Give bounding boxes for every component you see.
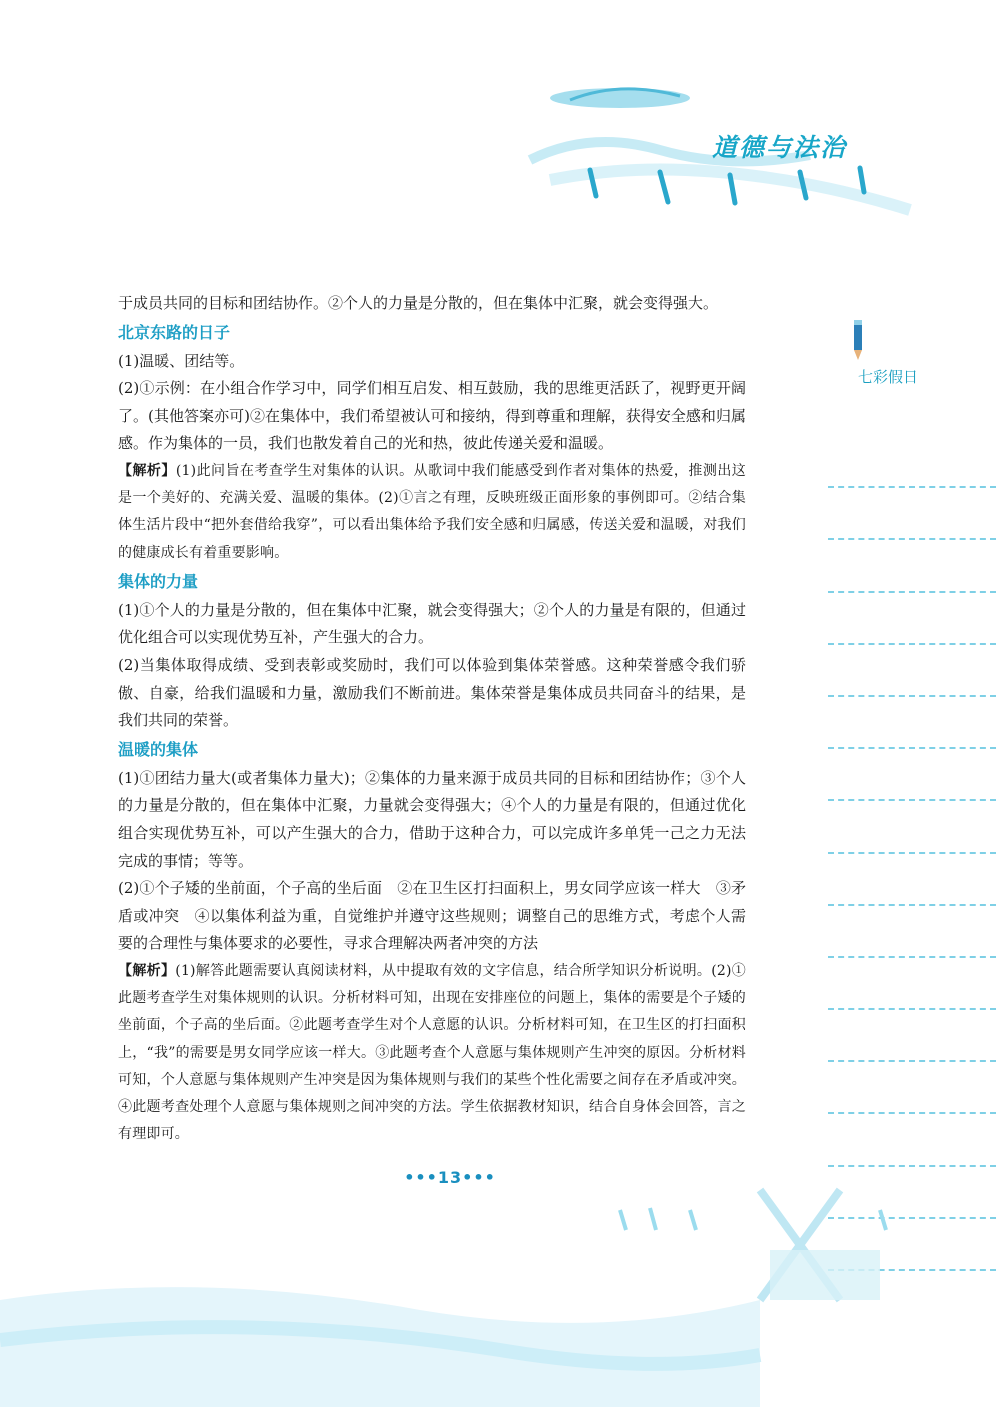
note-lines [828, 436, 996, 1271]
analysis-text: (1)此问旨在考查学生对集体的认识。从歌词中我们能感受到作者对集体的热爱，推测出这是一个美好的、充满关爱、温暖的集体。(2)①言之有理，反映班级正面形象的事例即可。②结合集体生活片段中“把外套借给我穿”，可以看出集体给予我们安全感和归属感，传送关爱和温暖，对我们的健康成长有着重要影响。 [118, 462, 746, 561]
note-line [828, 436, 996, 488]
note-line [828, 906, 996, 958]
answer-paragraph: (2)当集体取得成绩、受到表彰或奖励时，我们可以体验到集体荣誉感。这种荣誉感令我们骄傲、自豪，给我们温暖和力量，激励我们不断前进。集体荣誉是集体成员共同奋斗的结果，是我们共同的荣誉。 [118, 655, 746, 730]
note-line [828, 958, 996, 1010]
note-line [828, 1010, 996, 1062]
section-title: 集体的力量 [118, 571, 199, 591]
answer-paragraph: (1)①团结力量大(或者集体力量大)；②集体的力量来源于成员共同的目标和团结协作；③个人的力量是分散的，但在集体中汇聚，力量就会变得强大；④个人的力量是有限的，但通过优化组合实现优势互补，可以产生强大的合力，借助于这种合力，可以完成许多单凭一己之力无法完成的事情；等等。 [118, 768, 746, 870]
answer-paragraph: (2)①个子矮的坐前面，个子高的坐后面 ②在卫生区打扫面积上，男女同学应该一样大 ③矛盾或冲突 ④以集体利益为重，自觉维护并遵守这些规则；调整自己的思维方式，考虑个人需要的合理性与集体要求的必要性，寻求合理解决两者冲突的方法 [118, 879, 746, 953]
note-line [828, 1062, 996, 1114]
analysis-text: (1)解答此题需要认真阅读材料，从中提取有效的文字信息，结合所学知识分析说明。(2)①此题考查学生对集体规则的认识。分析材料可知，出现在安排座位的问题上，集体的需要是个子矮的坐前面，个子高的坐后面。②此题考查学生对个人意愿的认识。分析材料可知，在卫生区的打扫面积上，“我”的需要是男女同学应该一样大。③此题考查个人意愿与集体规则产生冲突的原因。分析材料可知，个人意愿与集体规则产生冲突是因为集体规则与我们的某些个性化需要之间存在矛盾或冲突。④此题考查处理个人意愿与集体规则之间冲突的方法。学生依据教材知识，结合自身体会回答，言之有理即可。 [118, 962, 746, 1143]
answer-paragraph: (1)温暖、团结等。 [118, 351, 245, 370]
section-beijing-road [118, 318, 746, 567]
section-warm-collective [118, 735, 746, 1149]
subject-title: 道德与法治 [712, 133, 848, 162]
note-line [828, 749, 996, 801]
note-line [828, 645, 996, 697]
note-line [828, 488, 996, 540]
answer-paragraph: (2)①示例：在小组合作学习中，同学们相互启发、相互鼓励，我的思维更活跃了，视野更开阔了。(其他答案亦可)②在集体中，我们希望被认可和接纳，得到尊重和理解，获得安全感和归属感。作为集体的一员，我们也散发着自己的光和热，彼此传递关爱和温暖。 [118, 379, 746, 453]
answer-content [118, 290, 746, 1148]
answer-paragraph: (1)①个人的力量是分散的，但在集体中汇聚，就会变得强大；②个人的力量是有限的，但通过优化组合可以实现优势互补，产生强大的合力。 [118, 600, 746, 647]
note-line [828, 593, 996, 645]
intro-paragraph: 于成员共同的目标和团结协作。②个人的力量是分散的，但在集体中汇聚，就会变得强大。 [118, 294, 719, 312]
analysis-tag: 【解析】 [118, 962, 176, 979]
note-line [828, 697, 996, 749]
analysis-tag: 【解析】 [118, 462, 176, 479]
analysis-paragraph [118, 958, 746, 1148]
page-number: •••13••• [404, 1168, 496, 1187]
note-line [828, 540, 996, 592]
footer-decoration [0, 1150, 1000, 1407]
analysis-paragraph [118, 458, 746, 567]
pencil-icon [848, 318, 868, 362]
section-collective-power [118, 567, 746, 735]
note-line [828, 854, 996, 906]
sidebar-label: 七彩假日 [858, 368, 919, 386]
note-line [828, 801, 996, 853]
section-title: 温暖的集体 [118, 739, 199, 759]
section-title: 北京东路的日子 [118, 322, 231, 342]
